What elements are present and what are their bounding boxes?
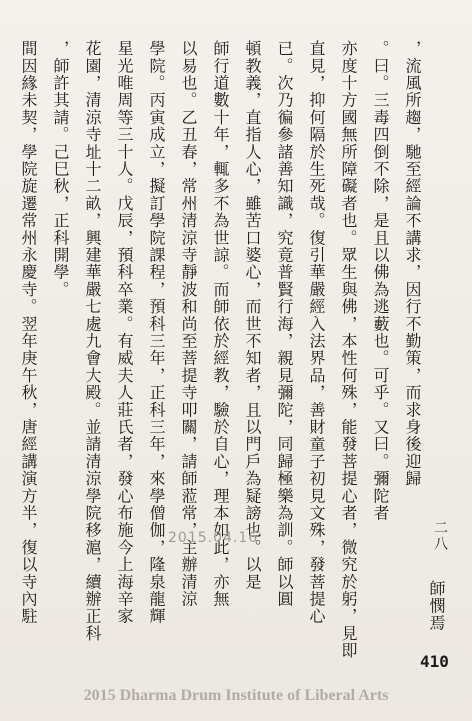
text-column-7: 師行道數十年，輒多不為世諒。而師依於經教，驗於自心，理本如此，亦無	[211, 40, 230, 608]
institution-watermark: 2015 Dharma Drum Institute of Liberal Arts	[83, 687, 389, 704]
page-number: 410	[420, 652, 449, 671]
text-column-4: 星光唯周等三十人。戊辰，預科卒業。有威夫人莊氏者，發心布施今上海辛家	[115, 40, 134, 625]
page-header-number: 二八	[432, 520, 448, 552]
text-column-6: 以易也。乙丑春，常州清涼寺靜波和尚至菩提寺叩關，請師蒞常，主辦清涼	[179, 40, 198, 608]
text-column-5: 學院。丙寅成立，擬訂學院課程，預科三年，正科三年，來學僧伽，隆泉龍輝	[147, 40, 166, 625]
text-column-14: 師憫焉	[427, 580, 446, 632]
text-column-11: 亦度十方國無所障礙者也。眾生與佛，本性何殊，能發菩提心者，微究於躬，見即	[339, 40, 358, 660]
text-column-12: 。曰。三毒四倒不除，是且以佛為逃藪也。可乎。又曰。彌陀者	[371, 40, 390, 522]
date-stamp: 2015.04.16	[168, 530, 259, 546]
text-column-1: 間因緣未契，學院旋遷常州永慶寺。翌年庚午秋，唐經講演方半，復以寺內駐	[19, 40, 38, 625]
text-column-13: ，流風所趨，馳至經論不講求，因行不勤策，而求身後迎歸	[403, 40, 422, 488]
text-column-8: 頓教義，直指人心，雖苦口婆心，而世不知者，且以門戶為疑謗也。以是	[243, 40, 262, 591]
vertical-text-block	[8, 40, 450, 660]
text-column-9: 已。次乃徧參諸善知識，究竟普賢行海，親見彌陀，同歸極樂為訓。師以圓	[275, 40, 294, 608]
text-column-2: ，師許其請。己巳秋，正科開學。	[51, 40, 70, 298]
text-column-10: 直見，抑何隔於生死哉。復引華嚴經入法界品，善財童子初見文殊，發菩提心	[307, 40, 326, 625]
text-column-3: 花園，清涼寺址十二畝，興建華嚴七處九會大殿。並請清涼學院移滬，續辦正科	[83, 40, 102, 642]
